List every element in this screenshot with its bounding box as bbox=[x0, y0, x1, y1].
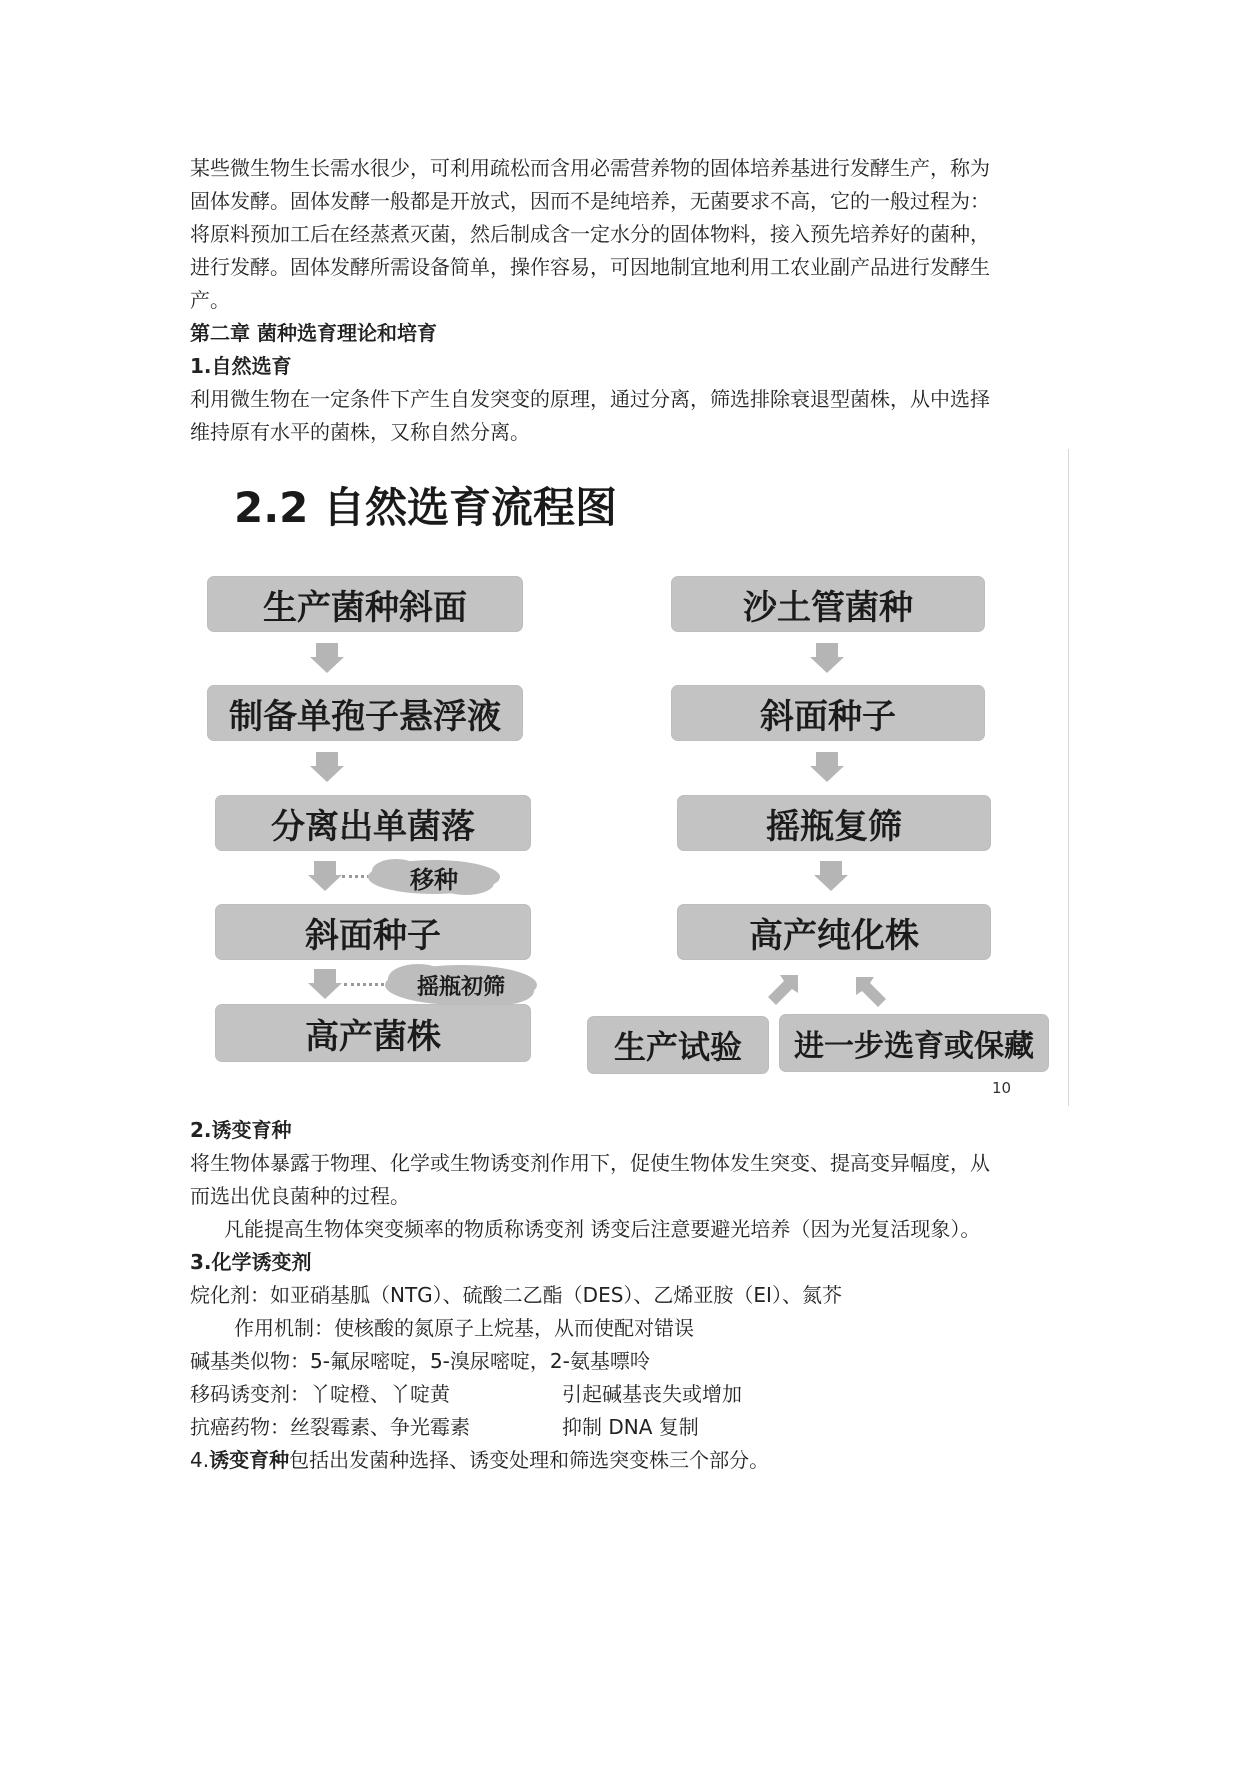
section2-note: 凡能提高生物体突变频率的物质称诱变剂 诱变后注意要避光培养（因为光复活现象）。 bbox=[224, 1217, 981, 1241]
cloud-shake-flask-label: 摇瓶初筛 bbox=[416, 973, 505, 1000]
figure-border bbox=[1068, 449, 1069, 1106]
flow-box-shake-flask-rescreen: 摇瓶复筛 bbox=[678, 796, 990, 850]
flow-box-slant-seed-right: 斜面种子 bbox=[672, 686, 984, 740]
flow-box-production-slant: 生产菌种斜面 bbox=[208, 577, 522, 631]
intro-line: 固体发酵。固体发酵一般都是开放式，因而不是纯培养，无菌要求不高，它的一般过程为： bbox=[190, 189, 990, 213]
section4-line bbox=[190, 1444, 1070, 1477]
frameshift-mutagens bbox=[190, 1378, 1070, 1411]
section-heading-mutation-breeding: 2.诱变育种 bbox=[190, 1118, 292, 1142]
base-analogs: 碱基类似物：5-氟尿嘧啶，5-溴尿嘧啶，2-氨基嘌呤 bbox=[190, 1349, 650, 1373]
connector-dots bbox=[344, 983, 384, 986]
intro-line: 产。 bbox=[190, 288, 230, 312]
section4-term: 诱变育种 bbox=[209, 1448, 290, 1472]
chapter-title: 第二章 菌种选育理论和培育 bbox=[190, 321, 437, 345]
frameshift-label: 移码诱变剂：丫啶橙、丫啶黄 bbox=[190, 1382, 450, 1406]
down-arrow-icon bbox=[310, 752, 344, 782]
figure-title: 2.2 自然选育流程图 bbox=[234, 483, 618, 532]
section1-text: 维持原有水平的菌株，又称自然分离。 bbox=[190, 420, 530, 444]
intro-line: 进行发酵。固体发酵所需设备简单，操作容易，可因地制宜地利用工农业副产品进行发酵生 bbox=[190, 255, 990, 279]
section-heading-natural-breeding: 1.自然选育 bbox=[190, 354, 292, 378]
diagonal-arrow-icon bbox=[764, 973, 804, 1009]
flow-box-further-breeding: 进一步选育或保藏 bbox=[780, 1015, 1048, 1071]
cloud-transfer-label: 移种 bbox=[410, 864, 458, 894]
flow-box-purified-strain: 高产纯化株 bbox=[678, 905, 990, 959]
down-arrow-icon bbox=[810, 752, 844, 782]
intro-line: 将原料预加工后在经蒸煮灭菌，然后制成含一定水分的固体物料，接入预先培养好的菌种， bbox=[190, 222, 990, 246]
mechanism: 作用机制：使核酸的氮原子上烷基，从而使配对错误 bbox=[234, 1316, 694, 1340]
document-body-lower bbox=[190, 1114, 1070, 1477]
flow-box-high-yield-strain: 高产菌株 bbox=[216, 1005, 530, 1061]
cloud-transfer bbox=[366, 857, 502, 897]
natural-breeding-flowchart bbox=[190, 449, 1070, 1106]
down-arrow-icon bbox=[814, 861, 848, 891]
intro-line: 某些微生物生长需水很少，可利用疏松而含用必需营养物的固体培养基进行发酵生产，称为 bbox=[190, 156, 990, 180]
section2-text: 而选出优良菌种的过程。 bbox=[190, 1184, 410, 1208]
down-arrow-icon bbox=[310, 643, 344, 673]
section4-rest: 包括出发菌种选择、诱变处理和筛选突变株三个部分。 bbox=[289, 1448, 770, 1472]
document-body bbox=[190, 152, 1070, 449]
flow-box-single-colony: 分离出单菌落 bbox=[216, 796, 530, 850]
anticancer-label: 抗癌药物：丝裂霉素、争光霉素 bbox=[190, 1415, 470, 1439]
alkylating-agents: 烷化剂：如亚硝基胍（NTG）、硫酸二乙酯（DES）、乙烯亚胺（EI）、氮芥 bbox=[190, 1283, 842, 1307]
flow-box-spore-suspension: 制备单孢子悬浮液 bbox=[208, 686, 522, 740]
down-arrow-icon bbox=[308, 969, 342, 999]
down-arrow-icon bbox=[308, 861, 342, 891]
flow-box-sand-tube: 沙土管菌种 bbox=[672, 577, 984, 631]
down-arrow-icon bbox=[810, 643, 844, 673]
flow-box-production-trial: 生产试验 bbox=[588, 1017, 768, 1073]
diagonal-arrow-icon bbox=[852, 973, 892, 1009]
anticancer-drugs bbox=[190, 1411, 1070, 1444]
frameshift-effect: 引起碱基丧失或增加 bbox=[562, 1382, 742, 1406]
section2-text: 将生物体暴露于物理、化学或生物诱变剂作用下，促使生物体发生突变、提高变异幅度，从 bbox=[190, 1151, 990, 1175]
flow-box-slant-seed-left: 斜面种子 bbox=[216, 905, 530, 959]
slide-page-number: 10 bbox=[992, 1079, 1012, 1097]
section4-number: 4. bbox=[190, 1448, 210, 1472]
anticancer-effect: 抑制 DNA 复制 bbox=[562, 1415, 699, 1439]
section1-text: 利用微生物在一定条件下产生自发突变的原理，通过分离，筛选排除衰退型菌株，从中选择 bbox=[190, 387, 990, 411]
cloud-shake-flask-screen bbox=[382, 961, 540, 1009]
section-heading-chemical-mutagens: 3.化学诱变剂 bbox=[190, 1250, 312, 1274]
